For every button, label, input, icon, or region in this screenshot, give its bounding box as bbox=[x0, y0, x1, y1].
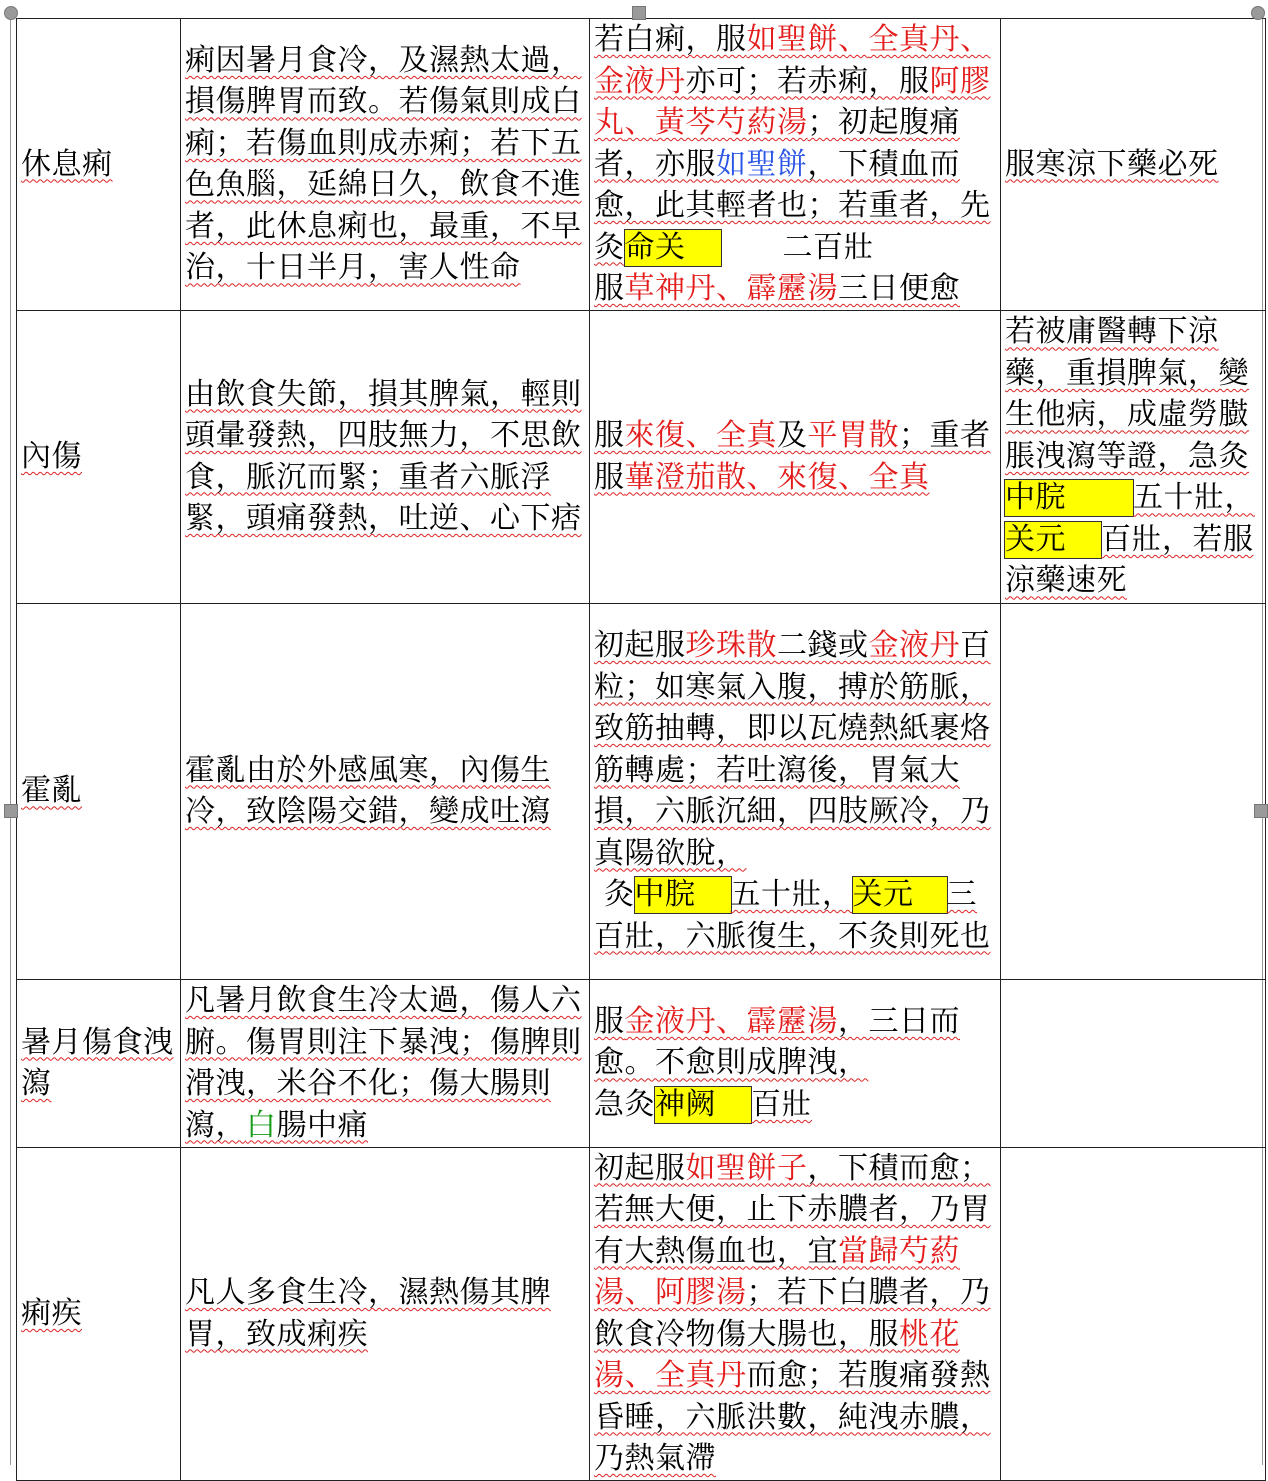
medicine-name: 平胃散 bbox=[807, 418, 899, 453]
treatment-text bbox=[594, 22, 991, 265]
treatment-segment: 而愈；若腹痛發熱昏睡，六脈洪數，純洩赤膿，乃熱氣滯 bbox=[594, 1358, 991, 1476]
cell-treatment[interactable] bbox=[590, 979, 1001, 1147]
acupoint-highlight[interactable]: 神阙 bbox=[655, 1087, 751, 1123]
treatment-segment: 及 bbox=[777, 418, 808, 453]
warning-text: 五十壯， bbox=[1133, 480, 1255, 516]
treatment-text bbox=[594, 418, 991, 495]
cell-condition-name[interactable] bbox=[17, 603, 181, 979]
resize-handle-top-right[interactable] bbox=[1251, 6, 1265, 20]
treatment-segment: 三百壯，六脈復生，不灸則死也 bbox=[594, 877, 991, 954]
medicine-separator: 、 bbox=[685, 418, 716, 453]
treatment-segment: 服 bbox=[594, 1003, 625, 1039]
medicine-name: 桃花湯 bbox=[594, 1316, 960, 1393]
cell-treatment[interactable] bbox=[590, 1147, 1001, 1480]
cell-condition-name[interactable] bbox=[17, 19, 181, 311]
cell-cause[interactable] bbox=[181, 603, 590, 979]
treatment-segment: 百粒；如寒氣入腹，搏於筋脈，致筋抽轉，即以瓦燒熱紙裹烙筋轉處；若吐瀉後，胃氣大損，六脈沉細，四肢厥冷，乃真陽欲脫， bbox=[594, 628, 991, 871]
treatment-text bbox=[594, 1004, 960, 1081]
cell-condition-name[interactable] bbox=[17, 979, 181, 1147]
medicine-separator: 、 bbox=[838, 22, 869, 57]
medicine-name: 金液丹 bbox=[868, 628, 960, 663]
cell-warning[interactable] bbox=[1001, 19, 1266, 311]
treatment-segment: 三日便愈 bbox=[838, 271, 960, 306]
treatment-segment: 急灸 bbox=[594, 1086, 655, 1122]
treatment-segment: 若白痢，服 bbox=[594, 22, 747, 57]
medicine-name: 全真 bbox=[868, 459, 930, 495]
warning-text: 若被庸醫轉下涼藥，重損脾氣，變生他病，成虛勞臌脹洩瀉等證，急灸 bbox=[1005, 314, 1249, 474]
page-left-margin-line bbox=[10, 10, 11, 1465]
treatment-segment: ；重者服 bbox=[594, 418, 991, 495]
treatment-segment: 亦可；若赤痢，服 bbox=[685, 63, 930, 99]
medicine-separator: 、 bbox=[624, 1358, 655, 1393]
condition-name: 痢疾 bbox=[21, 1295, 82, 1331]
treatment-segment: 二百壯 bbox=[782, 229, 874, 265]
medicine-separator: 、 bbox=[838, 459, 869, 495]
medicine-separator: 、 bbox=[716, 271, 747, 306]
medicine-separator: 、 bbox=[716, 1003, 747, 1039]
medicine-separator: 、 bbox=[624, 105, 655, 140]
medicine-name: 來復 bbox=[624, 418, 686, 453]
table-row bbox=[17, 310, 1266, 603]
condition-name: 霍亂 bbox=[21, 773, 82, 809]
cause-segment: 凡暑月飲食生冷太過，傷人六腑。傷胃則注下暴洩；傷脾則滑洩，米谷不化；傷大腸則瀉， bbox=[185, 983, 582, 1143]
warning-text: 服寒涼下藥必死 bbox=[1005, 146, 1219, 182]
cell-treatment[interactable] bbox=[590, 603, 1001, 979]
table-row bbox=[17, 19, 1266, 311]
resize-handle-middle-left[interactable] bbox=[4, 804, 18, 818]
treatment-segment: 初起服 bbox=[594, 628, 686, 663]
condition-name: 內傷 bbox=[21, 438, 82, 474]
treatment-text bbox=[594, 628, 991, 871]
treatment-segment: ，下積而愈；若無大便，止下赤膿者，乃胃有大熱傷血也，宜 bbox=[594, 1150, 991, 1269]
medicine-name: 來復 bbox=[777, 459, 838, 495]
cell-warning[interactable] bbox=[1001, 310, 1266, 603]
medicine-name: 霹靂湯 bbox=[746, 1003, 838, 1039]
medicine-separator: 、 bbox=[960, 22, 991, 57]
medicine-name: 全真丹 bbox=[868, 22, 960, 57]
cause-text: 霍亂由於外感風寒，內傷生冷，致陰陽交錯，變成吐瀉 bbox=[185, 752, 551, 829]
resize-handle-middle-right[interactable] bbox=[1254, 804, 1268, 818]
cell-warning[interactable] bbox=[1001, 1147, 1266, 1480]
medicine-name: 阿膠丸 bbox=[594, 63, 991, 140]
cause-text: 痢因暑月食冷，及濕熱太過，損傷脾胃而致。若傷氣則成白痢；若傷血則成赤痢；若下五色魚腦，延綿日久，飲食不進者，此休息痢也，最重，不早治，十日半月，害人性命 bbox=[185, 42, 582, 286]
acupoint-highlight[interactable]: 关元 bbox=[853, 877, 947, 913]
cell-warning[interactable] bbox=[1001, 603, 1266, 979]
table-row bbox=[17, 979, 1266, 1147]
warning-text: 百壯，若服涼藥速死 bbox=[1005, 521, 1254, 599]
table-row bbox=[17, 1147, 1266, 1480]
treatment-segment: 初起服 bbox=[594, 1150, 686, 1186]
cell-warning[interactable] bbox=[1001, 979, 1266, 1147]
resize-handle-top-center[interactable] bbox=[632, 6, 646, 20]
medicine-name: 如聖餅子 bbox=[685, 1150, 808, 1186]
treatment-text bbox=[594, 1151, 991, 1477]
medicine-name: 黃芩芍葯湯 bbox=[655, 105, 808, 140]
medicine-name: 金液丹 bbox=[624, 1003, 716, 1039]
cell-cause[interactable] bbox=[181, 979, 590, 1147]
acupoint-highlight[interactable]: 中脘 bbox=[635, 877, 731, 913]
treatment-segment: 五十壯， bbox=[730, 877, 853, 912]
treatment-segment: ；若下白膿者，乃飲食冷物傷大腸也，服 bbox=[594, 1275, 991, 1352]
condition-name: 暑月傷食洩瀉 bbox=[21, 1024, 174, 1101]
cell-treatment[interactable] bbox=[590, 19, 1001, 311]
cause-text bbox=[185, 983, 582, 1143]
cause-segment: 腸中痛 bbox=[276, 1107, 368, 1143]
condition-name: 休息痢 bbox=[21, 146, 113, 182]
cause-green-word: 白 bbox=[246, 1107, 277, 1143]
cell-condition-name[interactable] bbox=[17, 1147, 181, 1480]
table-row bbox=[17, 603, 1266, 979]
treatment-segment: 服 bbox=[594, 271, 625, 306]
acupoint-highlight[interactable]: 命关 bbox=[625, 230, 721, 266]
cell-cause[interactable] bbox=[181, 310, 590, 603]
treatment-segment: 百壯 bbox=[751, 1086, 812, 1122]
cell-cause[interactable] bbox=[181, 19, 590, 311]
medicine-separator: 、 bbox=[746, 459, 777, 495]
cell-condition-name[interactable] bbox=[17, 310, 181, 603]
medicine-name: 阿膠湯 bbox=[655, 1275, 747, 1310]
treatment-text bbox=[594, 271, 960, 306]
cause-text: 凡人多食生冷，濕熱傷其脾胃，致成痢疾 bbox=[185, 1275, 551, 1352]
medicine-name: 當歸芍葯湯 bbox=[594, 1233, 960, 1310]
medicine-name-blue: 如聖餅 bbox=[716, 146, 808, 182]
cell-cause[interactable] bbox=[181, 1147, 590, 1480]
treatment-segment: ，下積血而愈，此其輕者也；若重者，先灸 bbox=[594, 146, 991, 265]
medicine-separator: 、 bbox=[624, 1275, 655, 1310]
treatment-segment: 服 bbox=[594, 418, 625, 453]
symptom-treatment-table[interactable] bbox=[16, 18, 1266, 1481]
medicine-name: 如聖餅 bbox=[746, 22, 838, 57]
medicine-name: 金液丹 bbox=[594, 63, 686, 99]
acupoint-highlight[interactable]: 中脘 bbox=[1005, 480, 1133, 516]
cell-treatment[interactable] bbox=[590, 310, 1001, 603]
treatment-segment: 二錢或 bbox=[777, 628, 869, 663]
resize-handle-top-left[interactable] bbox=[4, 6, 18, 20]
medicine-name: 草神丹 bbox=[624, 271, 716, 306]
medicine-name: 珍珠散 bbox=[685, 628, 777, 663]
medicine-name: 全真 bbox=[716, 418, 777, 453]
treatment-segment: ，三日而愈。不愈則成脾洩， bbox=[594, 1003, 960, 1081]
acupoint-highlight[interactable]: 关元 bbox=[1005, 522, 1101, 558]
medicine-name: 霹靂湯 bbox=[746, 271, 838, 306]
treatment-segment: 灸 bbox=[604, 877, 635, 912]
cause-text: 由飲食失節，損其脾氣，輕則頭暈發熱，四肢無力，不思飲食，脈沉而緊；重者六脈浮緊，頭痛發熱，吐逆、心下痞 bbox=[185, 376, 582, 536]
medicine-name: 蓽澄茄散 bbox=[624, 459, 747, 495]
treatment-segment: ；初起腹痛者，亦服 bbox=[594, 105, 960, 182]
medicine-name: 全真丹 bbox=[655, 1358, 747, 1393]
